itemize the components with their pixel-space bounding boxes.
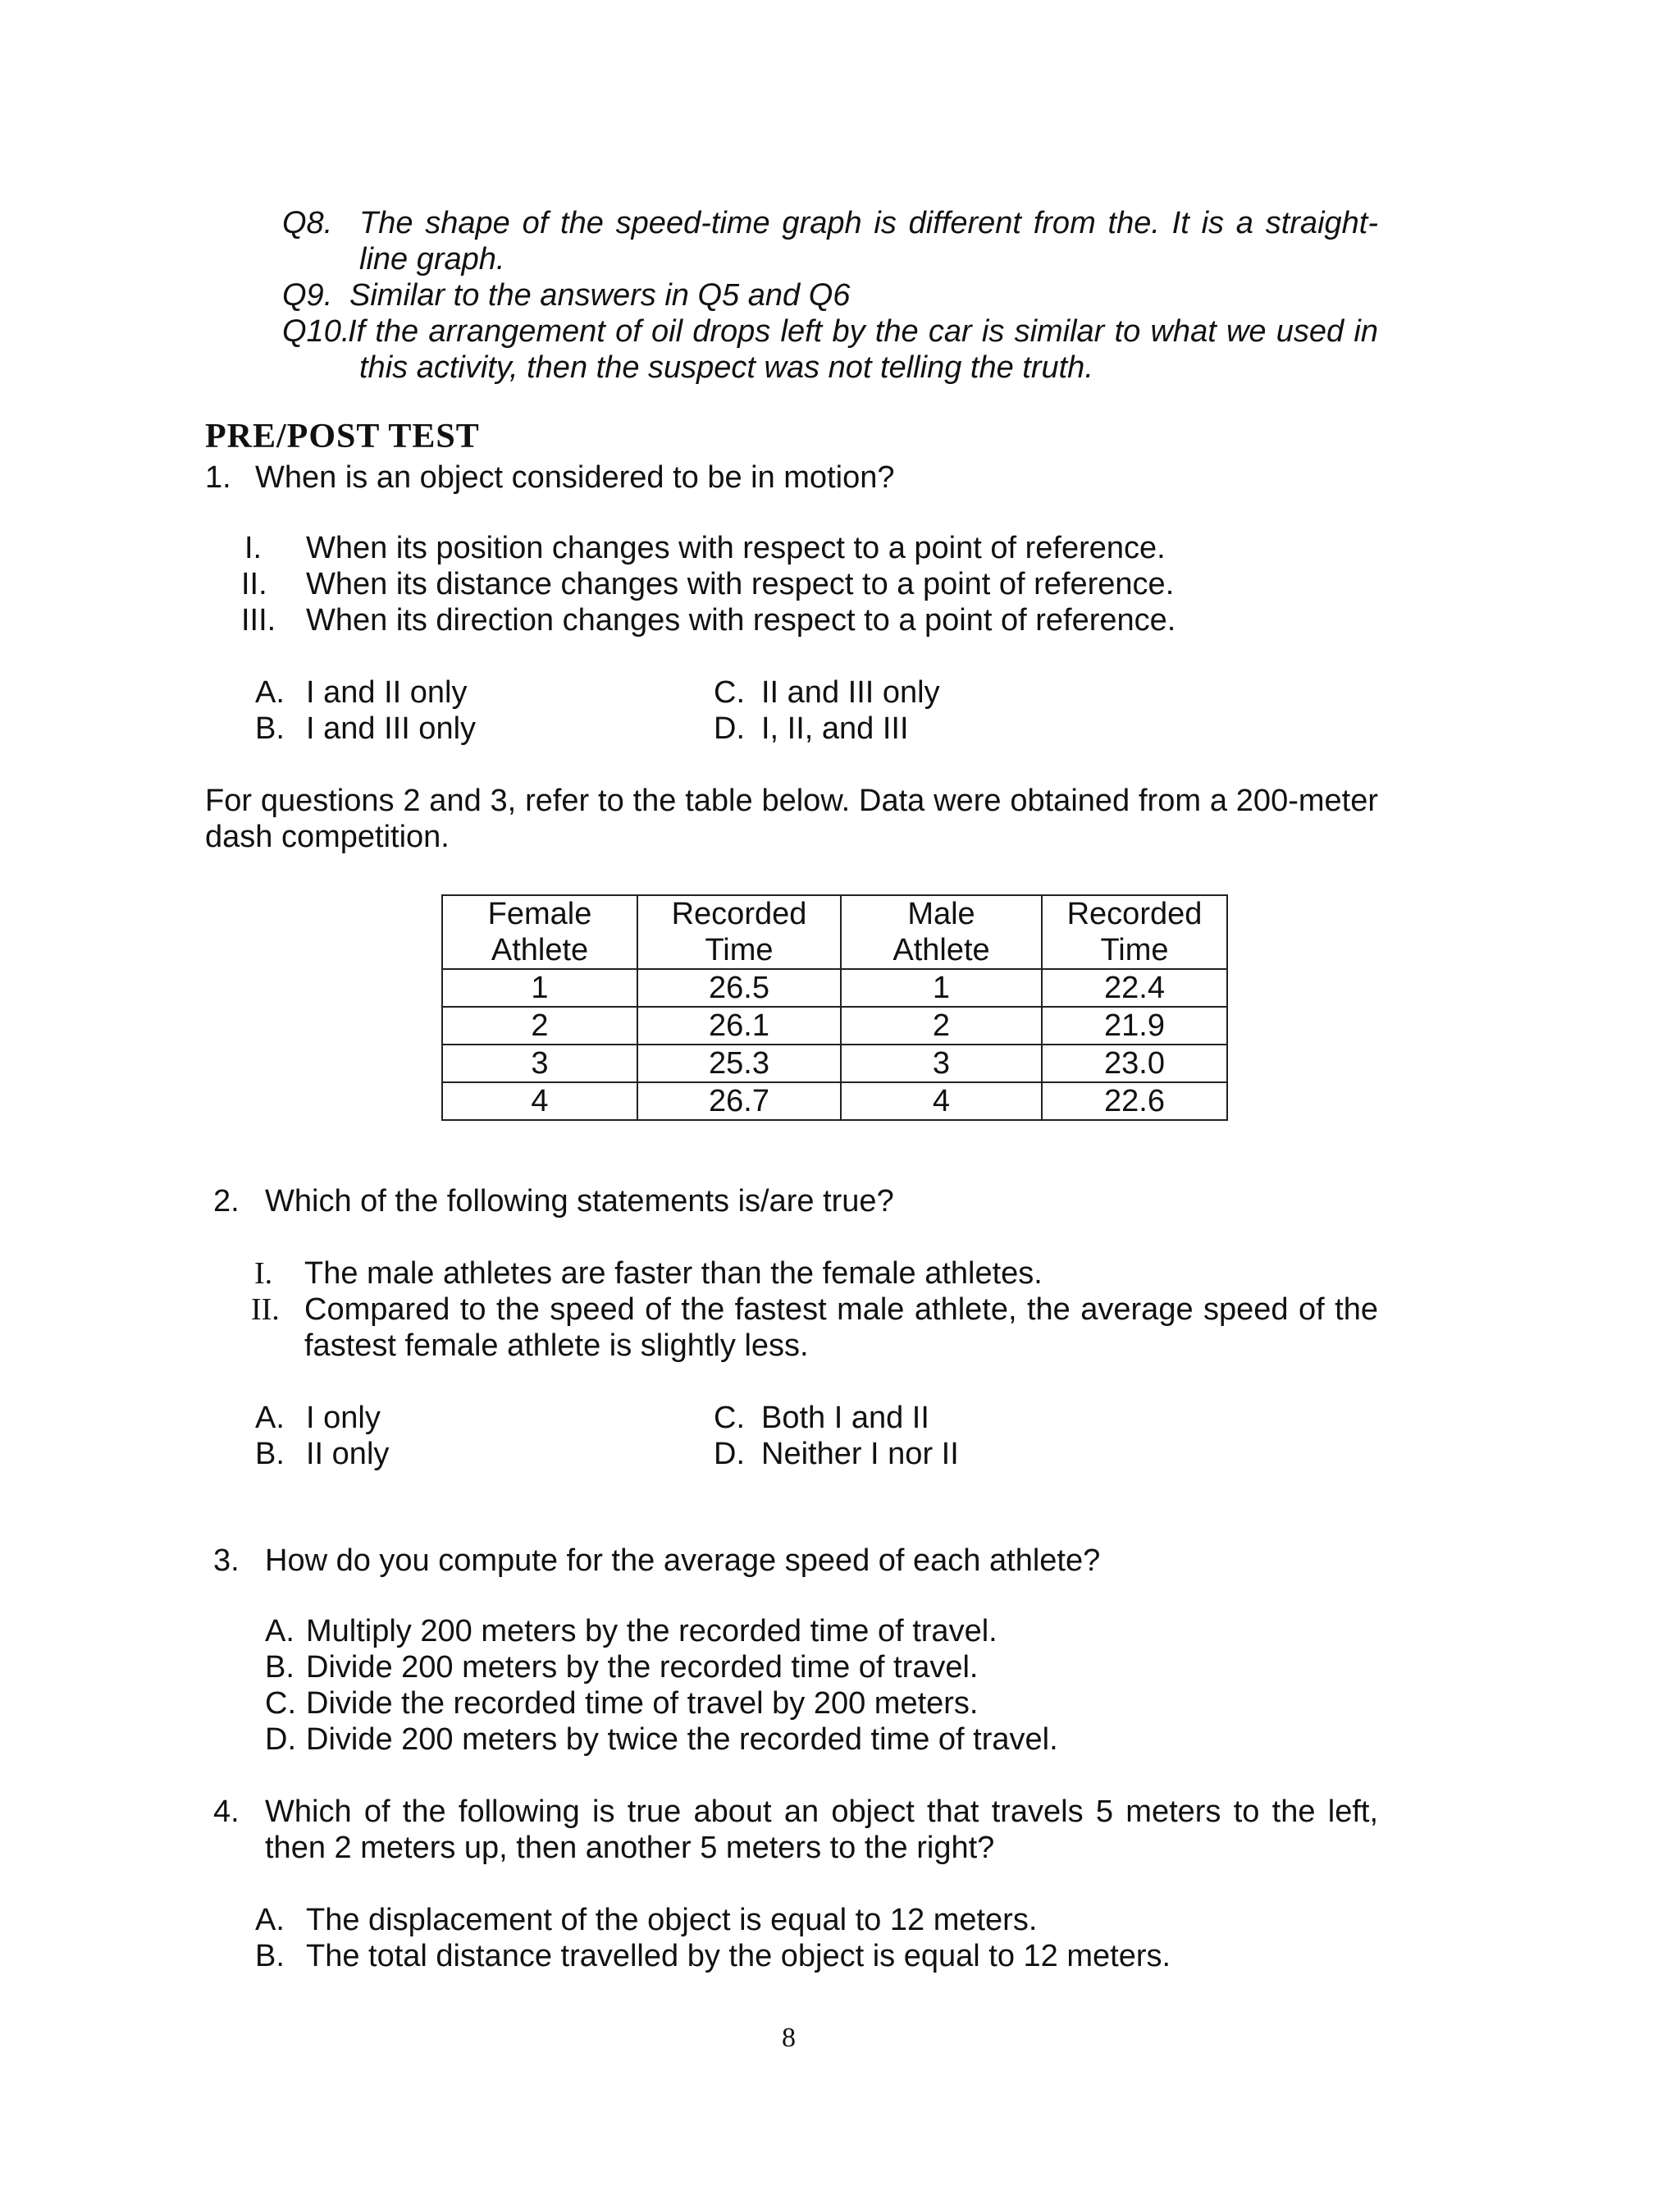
- table-cell: 2: [841, 1007, 1042, 1045]
- table-row: [442, 1045, 1227, 1082]
- table-cell: 26.5: [637, 969, 841, 1007]
- q3-choice-text: Divide 200 meters by the recorded time of travel.: [306, 1650, 979, 1685]
- q3-choice-text: Multiply 200 meters by the recorded time of travel.: [306, 1614, 998, 1648]
- q1-number: 1.: [205, 460, 231, 495]
- q4-choice-text: The total distance travelled by the object is equal to 12 meters.: [306, 1939, 1171, 1973]
- q4-choice-letter: A.: [255, 1903, 285, 1937]
- header-female-athlete: Female Athlete: [442, 895, 637, 969]
- q1-statement-roman: I.: [244, 531, 262, 565]
- answer-q8-line2: line graph.: [359, 242, 505, 277]
- q2-choice-letter: A.: [255, 1401, 285, 1435]
- page-number: 8: [782, 2023, 796, 2053]
- q3-choice-text: Divide 200 meters by twice the recorded time of travel.: [306, 1722, 1058, 1757]
- table-cell: 1: [442, 969, 637, 1007]
- q1-statement-text: When its position changes with respect to a point of reference.: [306, 531, 1166, 565]
- table-intro-line1: For questions 2 and 3, refer to the table below. Data were obtained from a 200-meter: [205, 784, 1378, 818]
- table-row: [442, 969, 1227, 1007]
- table-cell: 22.4: [1042, 969, 1227, 1007]
- q1-statement-roman: II.: [241, 567, 267, 601]
- q1-choice-letter: C.: [714, 675, 745, 710]
- q4-choice-text: The displacement of the object is equal to 12 meters.: [306, 1903, 1038, 1937]
- q3-choice-letter: A.: [265, 1614, 294, 1648]
- q1-choice-text: I, II, and III: [761, 711, 909, 746]
- header-recorded-time: Recorded Time: [637, 895, 841, 969]
- table-cell: 1: [841, 969, 1042, 1007]
- q4-text-line2: then 2 meters up, then another 5 meters to the right?: [265, 1831, 995, 1865]
- table-cell: 26.1: [637, 1007, 841, 1045]
- q2-choice-letter: B.: [255, 1437, 285, 1471]
- q1-statement-text: When its distance changes with respect to a point of reference.: [306, 567, 1175, 601]
- q4-choice-letter: B.: [255, 1939, 285, 1973]
- q2-statement-text: Compared to the speed of the fastest male athlete, the average speed of the: [304, 1292, 1378, 1327]
- q1-choice-text: I and II only: [306, 675, 468, 710]
- answer-q10-label: Q10.: [282, 314, 350, 349]
- q1-choice-letter: A.: [255, 675, 285, 710]
- q4-number: 4.: [213, 1795, 240, 1829]
- table-row: [442, 1082, 1227, 1120]
- q3-choice-text: Divide the recorded time of travel by 200 meters.: [306, 1686, 979, 1721]
- header-recorded-time: Recorded Time: [1042, 895, 1227, 969]
- q2-choice-text: Neither I nor II: [761, 1437, 959, 1471]
- q2-statement-roman: II.: [251, 1292, 280, 1327]
- q2-statement-text: The male athletes are faster than the female athletes.: [304, 1256, 1043, 1291]
- q3-number: 3.: [213, 1543, 240, 1578]
- q3-choice-letter: B.: [265, 1650, 294, 1685]
- q3-choice-letter: C.: [265, 1686, 296, 1721]
- q4-text-line1: Which of the following is true about an object that travels 5 meters to the left,: [265, 1795, 1378, 1829]
- table-cell: 26.7: [637, 1082, 841, 1120]
- q2-number: 2.: [213, 1184, 240, 1218]
- q2-choice-text: I only: [306, 1401, 381, 1435]
- table-cell: 4: [841, 1082, 1042, 1120]
- q1-choice-text: II and III only: [761, 675, 940, 710]
- q3-choice-letter: D.: [265, 1722, 296, 1757]
- q2-choice-text: II only: [306, 1437, 390, 1471]
- table-cell: 25.3: [637, 1045, 841, 1082]
- test-title: PRE/POST TEST: [205, 418, 480, 455]
- q2-choice-text: Both I and II: [761, 1401, 929, 1435]
- q2-statement-roman: I.: [254, 1256, 273, 1291]
- table-intro-line2: dash competition.: [205, 820, 450, 854]
- q2-choice-letter: C.: [714, 1401, 745, 1435]
- answer-q10-line1: If the arrangement of oil drops left by the car is similar to what we used in: [348, 314, 1378, 349]
- table-header-row: [442, 895, 1227, 969]
- answer-q8-label: Q8.: [282, 206, 333, 240]
- table-cell: 21.9: [1042, 1007, 1227, 1045]
- q1-choice-letter: B.: [255, 711, 285, 746]
- q1-statement-text: When its direction changes with respect to a point of reference.: [306, 603, 1176, 638]
- table-cell: 23.0: [1042, 1045, 1227, 1082]
- table-cell: 22.6: [1042, 1082, 1227, 1120]
- table-cell: 3: [442, 1045, 637, 1082]
- q1-text: When is an object considered to be in motion?: [255, 460, 895, 495]
- q3-text: How do you compute for the average speed of each athlete?: [265, 1543, 1101, 1578]
- header-male-athlete: Male Athlete: [841, 895, 1042, 969]
- table-cell: 2: [442, 1007, 637, 1045]
- table-row: [442, 1007, 1227, 1045]
- answer-q9-label: Q9.: [282, 278, 333, 313]
- athlete-times-table: [441, 894, 1228, 1121]
- q2-choice-letter: D.: [714, 1437, 745, 1471]
- q1-choice-text: I and III only: [306, 711, 477, 746]
- q1-choice-letter: D.: [714, 711, 745, 746]
- answer-q9-text: Similar to the answers in Q5 and Q6: [349, 278, 851, 313]
- q2-statement-text: fastest female athlete is slightly less.: [304, 1328, 809, 1363]
- answer-q8-line1: The shape of the speed-time graph is different from the. It is a straight-: [359, 206, 1378, 240]
- answer-q10-line2: this activity, then the suspect was not telling the truth.: [359, 350, 1093, 385]
- q2-text: Which of the following statements is/are true?: [265, 1184, 894, 1218]
- table-cell: 3: [841, 1045, 1042, 1082]
- table-cell: 4: [442, 1082, 637, 1120]
- q1-statement-roman: III.: [241, 603, 276, 638]
